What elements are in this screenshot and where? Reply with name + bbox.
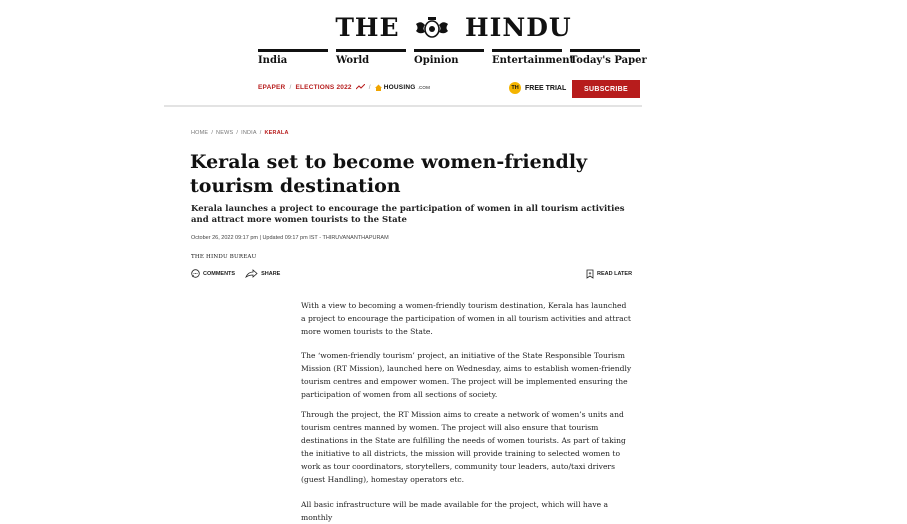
read-later-button[interactable] bbox=[586, 269, 632, 279]
housing-link[interactable] bbox=[375, 84, 430, 91]
breadcrumb-india[interactable]: INDIA bbox=[241, 130, 257, 136]
breadcrumb-news[interactable]: NEWS bbox=[216, 130, 234, 136]
emblem-icon bbox=[413, 16, 451, 40]
logo-word-hindu: HINDU bbox=[465, 12, 572, 42]
comments-label: COMMENTS bbox=[203, 270, 236, 277]
subscribe-button[interactable]: SUBSCRIBE bbox=[572, 80, 640, 98]
elections-link[interactable]: ELECTIONS 2022 bbox=[295, 84, 352, 91]
trending-icon bbox=[356, 84, 365, 91]
nav-item-todays-paper[interactable]: Today's Paper bbox=[570, 49, 640, 66]
article-title: Kerala set to become women-friendly tourism destination bbox=[190, 151, 588, 197]
article-actions bbox=[191, 269, 280, 278]
nav-item-entertainment[interactable]: Entertainment bbox=[492, 49, 562, 66]
bookmark-icon bbox=[586, 269, 594, 279]
article-paragraph: The ‘women-friendly tourism’ project, an initiative of the State Responsible Tourism Mission (RT Mission), launched here on Wednesday, aims to establish women-friendly tourism centres and empower women. The project will be implemented ensuring the participation of women from all sections of society. bbox=[301, 351, 632, 399]
read-later-label: READ LATER bbox=[597, 271, 633, 277]
share-icon bbox=[245, 269, 258, 278]
logo-word-the: THE bbox=[335, 12, 400, 42]
breadcrumb-kerala[interactable]: KERALA bbox=[264, 130, 289, 136]
article-paragraph: Through the project, the RT Mission aims to create a network of women’s units and tourism centres manned by women. The project will also ensure that tourism destinations in the State are fulfilling the needs of women tourists. As part of taking the initiative to all districts, the mission will provide training to selected women to work as tour coordinators, storytellers, community tour leaders, auto/taxi drivers (guest Handling), homestay operators etc. bbox=[301, 410, 626, 484]
share-label: SHARE bbox=[261, 270, 281, 277]
housing-suffix: .COM bbox=[417, 85, 431, 90]
article-dateline: October 26, 2022 09:17 pm | Updated 09:17 pm IST - THIRUVANANTHAPURAM bbox=[191, 235, 389, 241]
epaper-link[interactable]: EPAPER bbox=[258, 84, 286, 91]
free-trial-label: FREE TRIAL bbox=[525, 84, 567, 92]
masthead-logo[interactable] bbox=[0, 10, 907, 44]
section-nav bbox=[258, 49, 647, 66]
article-subtitle: Kerala launches a project to encourage the participation of women in all tourism activities and attract more women tourists to the State bbox=[191, 204, 625, 225]
free-trial-link[interactable] bbox=[509, 82, 566, 94]
article-byline[interactable]: THE HINDU BUREAU bbox=[191, 254, 257, 260]
breadcrumb-separator: / bbox=[259, 130, 262, 136]
housing-label: HOUSING bbox=[383, 84, 416, 91]
article-paragraph: All basic infrastructure will be made available for the project, which will have a monthly bbox=[301, 500, 609, 522]
th-badge-icon: TH bbox=[509, 82, 521, 94]
breadcrumb-home[interactable]: HOME bbox=[191, 130, 209, 136]
header-divider bbox=[164, 105, 642, 107]
article-paragraph: With a view to becoming a women-friendly tourism destination, Kerala has launched a project to encourage the participation of women in all tourism activities and attract more women tourists to the State. bbox=[301, 301, 631, 336]
separator: / bbox=[368, 84, 371, 91]
comments-button[interactable] bbox=[191, 269, 235, 278]
secondary-links bbox=[258, 84, 430, 91]
separator: / bbox=[289, 84, 292, 91]
breadcrumb bbox=[191, 130, 289, 136]
housing-logo-icon bbox=[375, 84, 382, 91]
share-button[interactable] bbox=[245, 269, 280, 278]
nav-item-world[interactable]: World bbox=[336, 49, 406, 66]
nav-item-india[interactable]: India bbox=[258, 49, 328, 66]
nav-item-opinion[interactable]: Opinion bbox=[414, 49, 484, 66]
comment-icon bbox=[191, 269, 200, 278]
breadcrumb-separator: / bbox=[211, 130, 214, 136]
breadcrumb-separator: / bbox=[236, 130, 239, 136]
